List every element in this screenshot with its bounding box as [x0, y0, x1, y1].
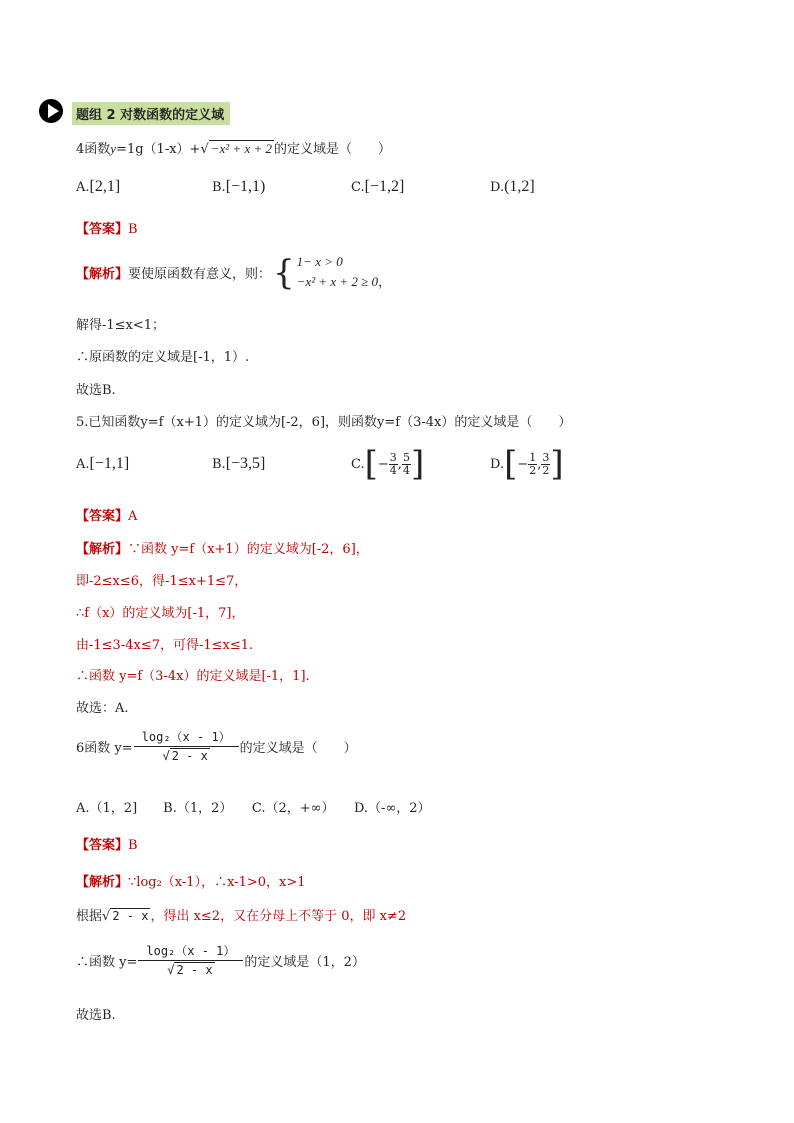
- q5-opt-d-den2: 2: [542, 463, 550, 477]
- section-title: 题组 2 对数函数的定义域: [72, 102, 230, 125]
- q4-option-c: [351, 178, 404, 196]
- q4-answer-label: 【答案】: [76, 222, 129, 237]
- q5-opt-d-label: D.: [490, 456, 505, 472]
- q5-analysis-line3: ∴f（x）的定义域为[-1，7]，: [76, 606, 245, 621]
- q5-opt-d-num1: 1: [529, 450, 537, 464]
- q6-frac-num: log₂（x - 1）: [134, 728, 239, 747]
- q4-opt-c-label: C.: [351, 180, 365, 195]
- q4-system-line2: −x² + x + 2 ≥ 0: [296, 274, 379, 289]
- q5-opt-a-value: [−1,1]: [89, 455, 130, 472]
- q5-opt-c-den1: 4: [389, 463, 397, 477]
- q6-analysis-label: 【解析】: [76, 875, 129, 890]
- q6-line2-prefix: 根据: [76, 909, 103, 924]
- q4-opt-d-label: D.: [490, 180, 505, 195]
- q6-stem-suffix: 的定义域是（ ）: [239, 741, 357, 756]
- q5-opt-c-den2: 4: [402, 463, 410, 477]
- q6-fraction: [134, 728, 239, 765]
- section-header: [38, 98, 230, 128]
- q4-opt-a-value: [2,1]: [89, 178, 121, 195]
- q6-answer-label: 【答案】: [76, 838, 129, 853]
- q4-sqrt-content: −x² + x + 2: [210, 141, 272, 156]
- q4-func-y: y: [110, 141, 117, 156]
- q6-line3-frac-num: log₂（x - 1）: [138, 942, 243, 961]
- q4-system-tail: ，: [378, 275, 392, 290]
- q5-option-c: C. [ − $\frac{3}{4}$ , $\frac{5}{4}$ ]: [351, 444, 425, 484]
- q5-opt-d-num2: 3: [542, 450, 550, 464]
- q5-option-b: [212, 455, 265, 473]
- q6-line3-frac-den: 2 - x: [176, 963, 213, 977]
- q5-stem: 5.已知函数y=f（x+1）的定义域为[-2，6]，则函数y=f（3-4x）的定义域是（ ）: [76, 415, 572, 430]
- q5-opt-b-label: B.: [212, 457, 226, 472]
- q4-stem: [76, 138, 391, 157]
- q6-analysis-line2: [76, 905, 406, 924]
- q5-option-d: D. [ − $\frac{1}{2}$ , $\frac{3}{2}$ ]: [490, 444, 564, 484]
- q4-opt-b-label: B.: [212, 180, 226, 195]
- q5-analysis-line2: 即-2≤x≤6，得-1≤x+1≤7，: [76, 574, 248, 589]
- q5-analysis-line4: 由-1≤3-4x≤7，可得-1≤x≤1.: [76, 638, 254, 653]
- sqrt-symbol: √: [167, 963, 175, 977]
- q4-func-eq: =1g（1-x）+: [116, 142, 201, 157]
- sqrt-symbol: √: [200, 142, 209, 157]
- q4-answer-value: B: [128, 222, 138, 237]
- q5-answer-label: 【答案】: [76, 509, 129, 524]
- q4-analysis-text: 要使原函数有意义，则：: [128, 267, 272, 282]
- q4-stem-suffix: 的定义域是（ ）: [274, 142, 392, 157]
- q5-analysis-label: 【解析】: [76, 542, 129, 557]
- q4-stem-prefix: 4函数: [76, 142, 111, 157]
- q5-opt-c-num1: 3: [389, 450, 397, 464]
- q5-opt-a-label: A.: [76, 457, 90, 472]
- q6-stem: [76, 728, 357, 765]
- q4-system-line1: 1− x > 0: [296, 254, 343, 269]
- q6-answer: [76, 834, 138, 853]
- q5-opt-c-label: C.: [351, 456, 365, 472]
- q6-line3-fraction: [138, 942, 243, 979]
- q6-analysis-line3: [76, 942, 365, 979]
- q5-opt-d-den1: 2: [529, 463, 537, 477]
- q5-option-a: [76, 455, 129, 473]
- q4-opt-a-label: A.: [76, 180, 90, 195]
- brace-icon: {: [273, 252, 295, 293]
- q6-line3-suffix: 的定义域是（1，2）: [244, 955, 365, 970]
- sqrt-symbol: √: [162, 749, 170, 763]
- q4-opt-b-value: [−1,1): [225, 178, 266, 195]
- q4-analysis-label: 【解析】: [76, 267, 129, 282]
- q4-system: [297, 252, 391, 293]
- q4-opt-d-value: (1,2]: [504, 178, 535, 195]
- q4-analysis: [76, 252, 391, 293]
- q6-answer-value: B: [128, 838, 138, 853]
- q4-answer: [76, 218, 138, 237]
- play-icon: [38, 98, 66, 128]
- q6-stem-prefix: 6函数 y=: [76, 741, 133, 756]
- q6-analysis-line4: 故选B.: [76, 1008, 116, 1023]
- q6-line2-sqrt: 2 - x: [112, 909, 149, 923]
- q6-analysis-line1: [76, 871, 306, 890]
- q6-options: A.（1，2] B.（1，2） C.（2，+∞） D.（-∞，2）: [76, 801, 431, 816]
- q6-line2-suffix: ，得出 x≤2，又在分母上不等于 0，即 x≠2: [150, 909, 407, 924]
- q5-answer: [76, 505, 137, 524]
- q4-solution-3: 故选B.: [76, 383, 116, 398]
- q4-opt-c-value: [−1,2]: [364, 178, 405, 195]
- q6-frac-den: 2 - x: [171, 749, 208, 763]
- q5-analysis-line6: 故选：A.: [76, 701, 129, 716]
- q4-option-a: [76, 178, 120, 196]
- q5-opt-c-num2: 5: [402, 450, 410, 464]
- q4-solution-2: ∴原函数的定义域是[-1，1）.: [76, 350, 250, 365]
- q5-answer-value: A: [128, 509, 138, 524]
- q4-solution-1: 解得-1≤x<1；: [76, 318, 166, 333]
- q4-option-d: [490, 178, 535, 196]
- q5-analysis-line5: ∴函数 y=f（3-4x）的定义域是[-1，1].: [76, 669, 310, 684]
- q6-line3-prefix: ∴函数 y=: [76, 955, 138, 970]
- sqrt-symbol: √: [102, 909, 111, 924]
- q5-analysis-line1: [76, 538, 369, 557]
- q5-opt-b-value: [−3,5]: [225, 455, 266, 472]
- q5-line1: ∵函数 y=f（x+1）的定义域为[-2，6]，: [128, 542, 369, 557]
- q6-line1: ∵log₂（x-1），∴x-1>0，x>1: [128, 875, 306, 890]
- q4-option-b: [212, 178, 265, 196]
